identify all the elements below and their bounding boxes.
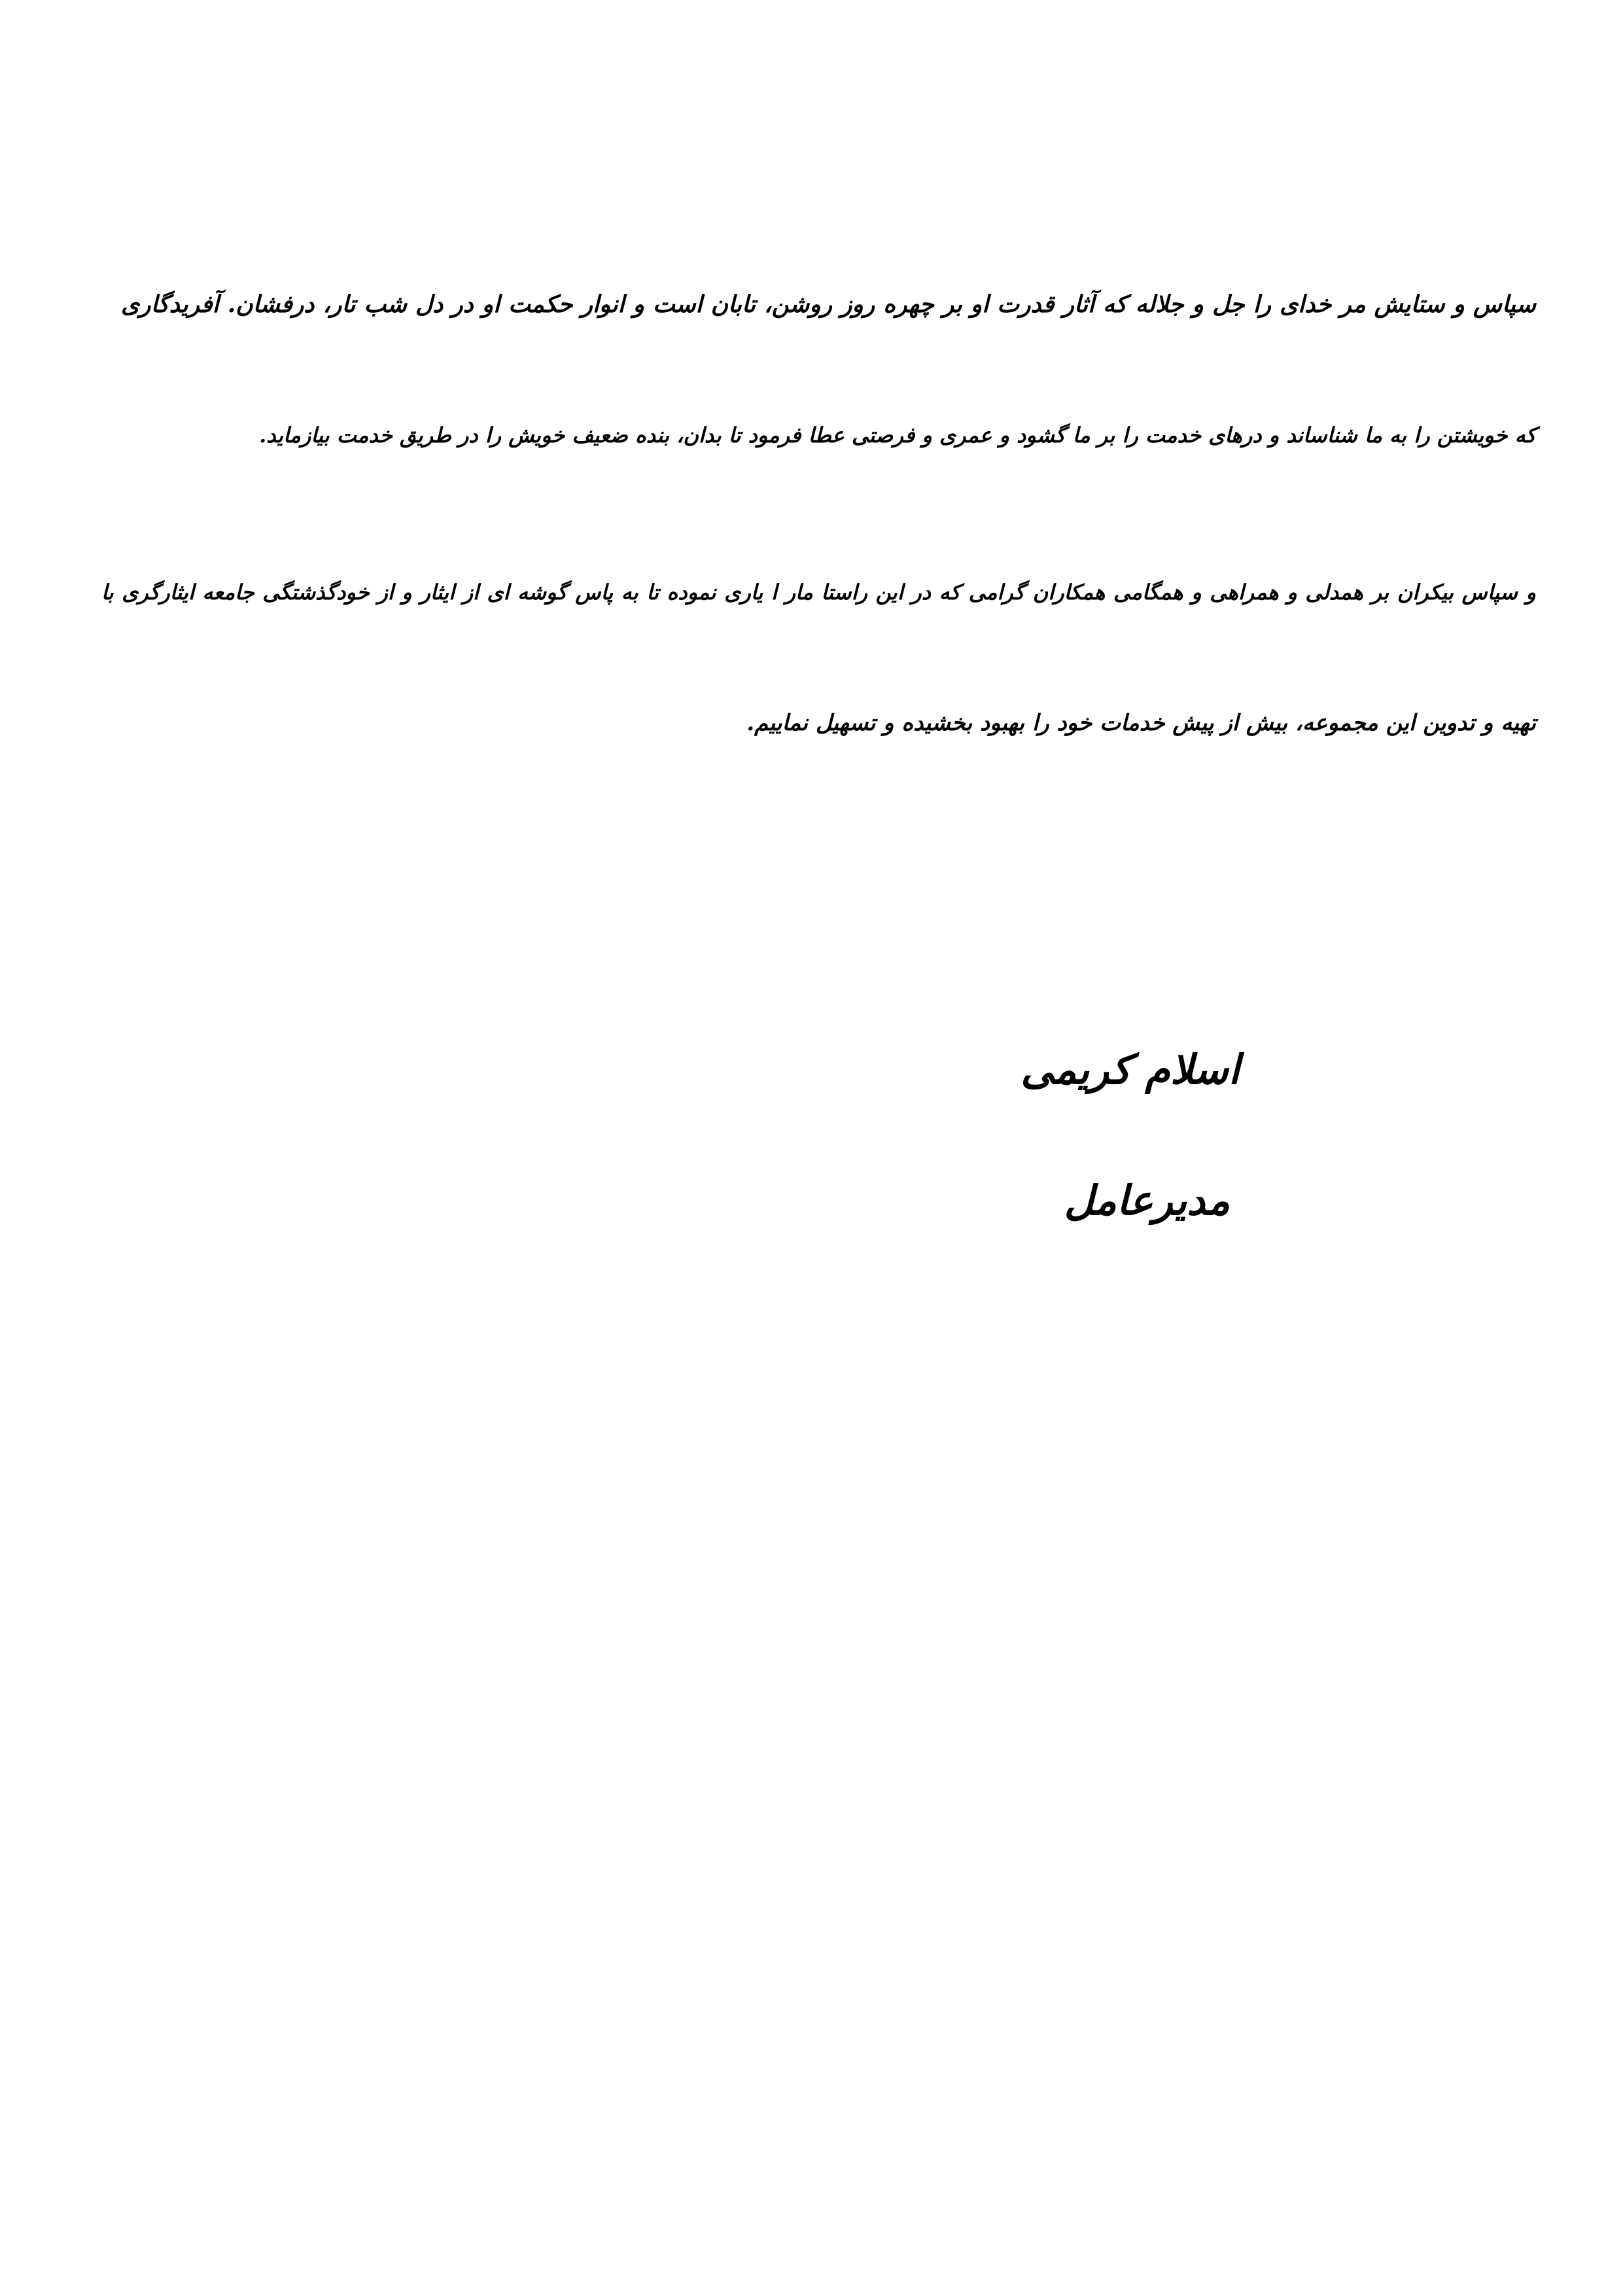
paragraph-1-line-2: که خویشتن را به ما شناساند و درهای خدمت را بر ما گشود و عمری و فرصتی عطا فرمود تا بدان، بنده ضعیف خویش را در طریق خدمت بیازماید. <box>259 423 1536 448</box>
paragraph-1-line-1: سپاس و ستایش مر خدای را جل و جلاله که آثار قدرت او بر چهره روز روشن، تابان است و انوار حکمت او در دل شب تار، درفشان. آفریدگاری <box>121 291 1536 318</box>
paragraph-2-line-2: تهیه و تدوین این مجموعه، بیش از پیش خدمات خود را بهبود بخشیده و تسهیل نماییم. <box>746 710 1536 736</box>
signatory-name: اسلام کریمی <box>1021 1046 1240 1093</box>
signatory-title: مدیرعامل <box>1064 1176 1230 1224</box>
paragraph-2-line-1: و سپاس بیکران بر همدلی و همراهی و همگامی همکاران گرامی که در این راستا مار ا یاری نموده تا به پاس گوشه ای از ایثار و از خودگذشتگی جامعه ایثارگری با <box>101 580 1537 605</box>
